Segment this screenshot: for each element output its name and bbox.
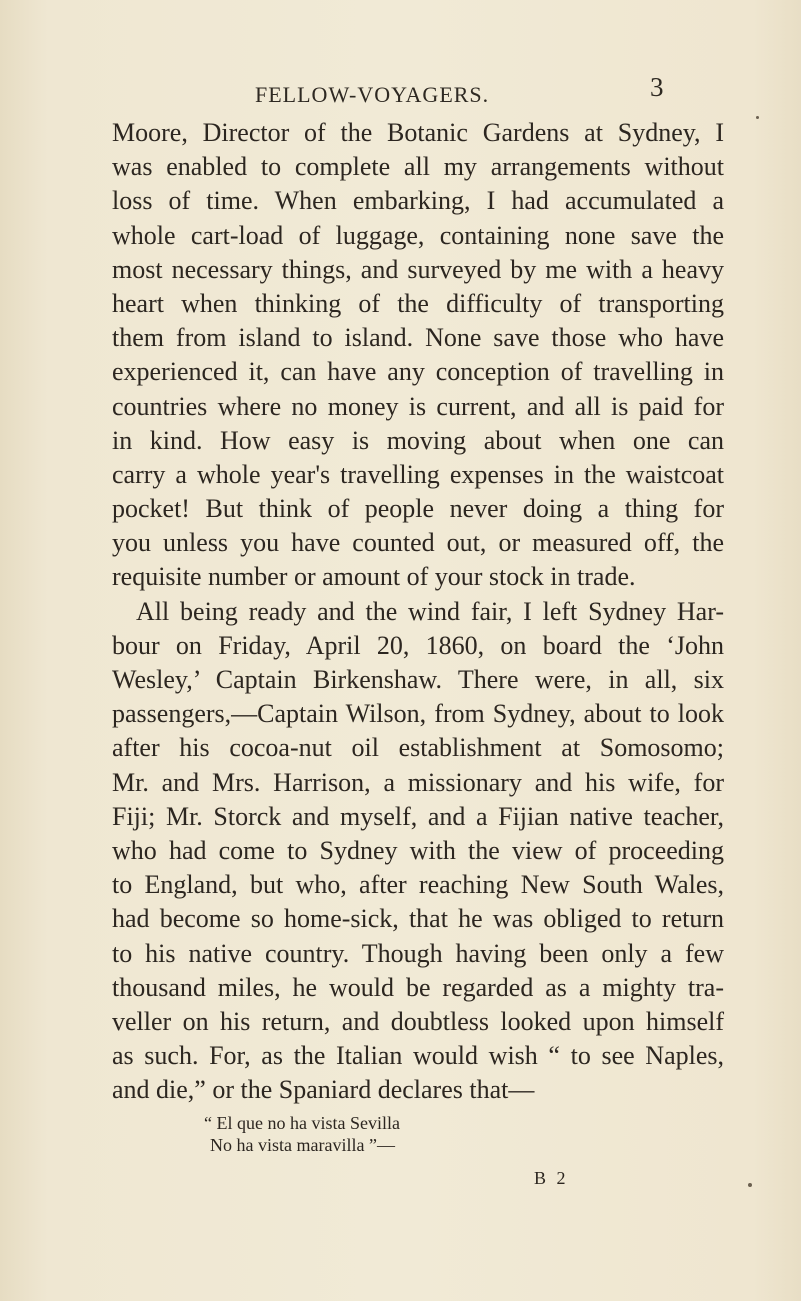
text-line: who had come to Sydney with the view of proceeding	[112, 835, 724, 865]
text-line: after his cocoa-nut oil establishment at Somosomo;	[112, 733, 724, 763]
text-line: most necessary things, and surveyed by me with a heavy	[112, 254, 724, 284]
margin-speck	[756, 116, 759, 119]
text-line: veller on his return, and doubtless looked upon himself	[112, 1006, 724, 1036]
text-line: carry a whole year's travelling expenses in the waistcoat	[112, 459, 724, 489]
text-line: to his native country. Though having been only a few	[112, 938, 724, 968]
text-line: All being ready and the wind fair, I left Sydney Har-	[136, 596, 724, 626]
text-line: Mr. and Mrs. Harrison, a missionary and his wife, for	[112, 767, 724, 797]
text-line: in kind. How easy is moving about when one can	[112, 425, 724, 455]
text-line: and die,” or the Spaniard declares that—	[112, 1075, 535, 1105]
text-line: to England, but who, after reaching New South Wales,	[112, 870, 724, 900]
body-text	[112, 116, 724, 1107]
text-line: passengers,—Captain Wilson, from Sydney, about to look	[112, 699, 724, 729]
text-line: loss of time. When embarking, I had accumulated a	[112, 186, 724, 216]
text-line: countries where no money is current, and all is paid for	[112, 391, 724, 421]
text-line: you unless you have counted out, or measured off, the	[112, 528, 724, 558]
text-line: as such. For, as the Italian would wish “ to see Naples,	[112, 1041, 724, 1071]
text-line: had become so home-sick, that he was obliged to return	[112, 904, 724, 934]
text-line: bour on Friday, April 20, 1860, on board the ‘John	[112, 630, 724, 660]
running-head: FELLOW-VOYAGERS.	[255, 82, 490, 107]
page-number: 3	[650, 72, 664, 102]
page-header	[0, 72, 801, 108]
text-line: Fiji; Mr. Storck and myself, and a Fijian native teacher,	[112, 801, 724, 831]
quote-line: No ha vista maravilla ”—	[210, 1135, 395, 1155]
text-line: pocket! But think of people never doing a thing for	[112, 494, 724, 524]
block-quote	[204, 1112, 604, 1156]
text-line: Wesley,’ Captain Birkenshaw. There were, in all, six	[112, 665, 724, 694]
quote-line: “ El que no ha vista Sevilla	[204, 1113, 400, 1133]
text-line: Moore, Director of the Botanic Gardens at Sydney, I	[112, 118, 724, 147]
text-line: whole cart-load of luggage, containing none save the	[112, 220, 724, 250]
text-line: heart when thinking of the difficulty of transporting	[112, 288, 724, 318]
text-line: them from island to island. None save those who have	[112, 323, 724, 353]
text-line: thousand miles, he would be regarded as a mighty tra-	[112, 972, 724, 1002]
text-line: requisite number or amount of your stock in trade.	[112, 562, 636, 592]
text-line: experienced it, can have any conception of travelling in	[112, 357, 724, 387]
margin-speck	[748, 1183, 752, 1187]
text-line: was enabled to complete all my arrangements without	[112, 152, 724, 182]
signature-mark: B 2	[534, 1168, 569, 1188]
